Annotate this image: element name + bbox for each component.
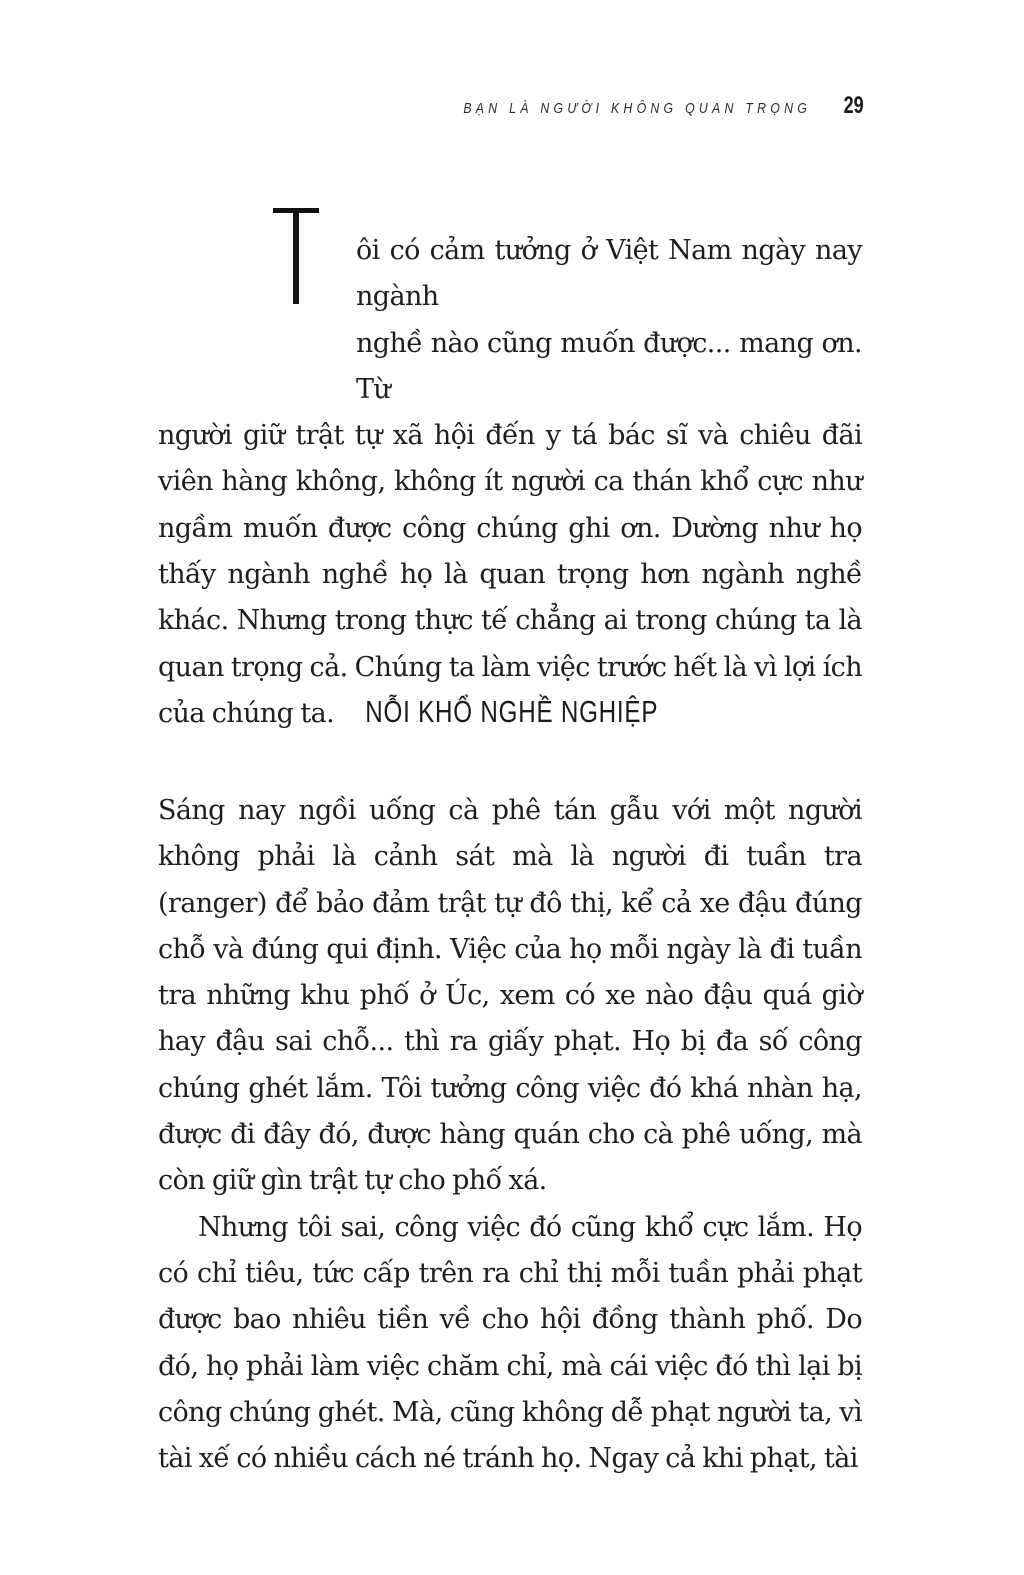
section-heading	[0, 694, 1024, 730]
section-body	[158, 788, 862, 1482]
running-title: BẠN LÀ NGƯỜI KHÔNG QUAN TRỌNG	[463, 100, 812, 117]
body-paragraph-2: Nhưng tôi sai, công việc đó cũng khổ cực lắm. Họ có chỉ tiêu, tức cấp trên ra chỉ thị mỗi tuần phải phạt được bao nhiêu tiền về cho hội đồng thành phố. Do đó, họ phải làm việc chăm chỉ, mà cái việc đó thì lại bị công chúng ghét. Mà, cũng không dễ phạt người ta, vì tài xế có nhiều cách né tránh họ. Ngay cả khi phạt, tài	[158, 1211, 862, 1475]
body-paragraph-1: Sáng nay ngồi uống cà phê tán gẫu với một người không phải là cảnh sát mà là người đi tuần tra (ranger) để bảo đảm trật tự đô thị, kể cả xe đậu đúng chỗ và đúng qui định. Việc của họ mỗi ngày là đi tuần tra những khu phố ở Úc, xem có xe nào đậu quá giờ hay đậu sai chỗ... thì ra giấy phạt. Họ bị đa số công chúng ghét lắm. Tôi tưởng công việc đó khá nhàn hạ, được đi đây đó, được hàng quán cho cà phê uống, mà còn giữ gìn trật tự cho phố xá.	[158, 795, 862, 1197]
intro-rest: người giữ trật tự xã hội đến y tá bác sĩ và chiêu đãi viên hàng không, không ít người ca thán khổ cực như ngầm muốn được công chúng ghi ơn. Dường như họ thấy ngành nghề họ là quan trọng hơn ngành nghề khác. Nhưng trong thực tế chẳng ai trong chúng ta là quan trọng cả. Chúng ta làm việc trước hết là vì lợi ích của chúng ta.	[158, 420, 862, 729]
intro-paragraph	[158, 228, 862, 737]
intro-text	[158, 228, 862, 737]
section-heading-text: NỖI KHỔ NGHỀ NGHIỆP	[365, 694, 659, 729]
intro-line-2: nghề nào cũng muốn được... mang ơn. Từ	[356, 327, 862, 405]
page-number: 29	[843, 92, 864, 119]
intro-line-1: ôi có cảm tưởng ở Việt Nam ngày nay ngành	[356, 235, 862, 313]
running-header	[387, 92, 864, 120]
